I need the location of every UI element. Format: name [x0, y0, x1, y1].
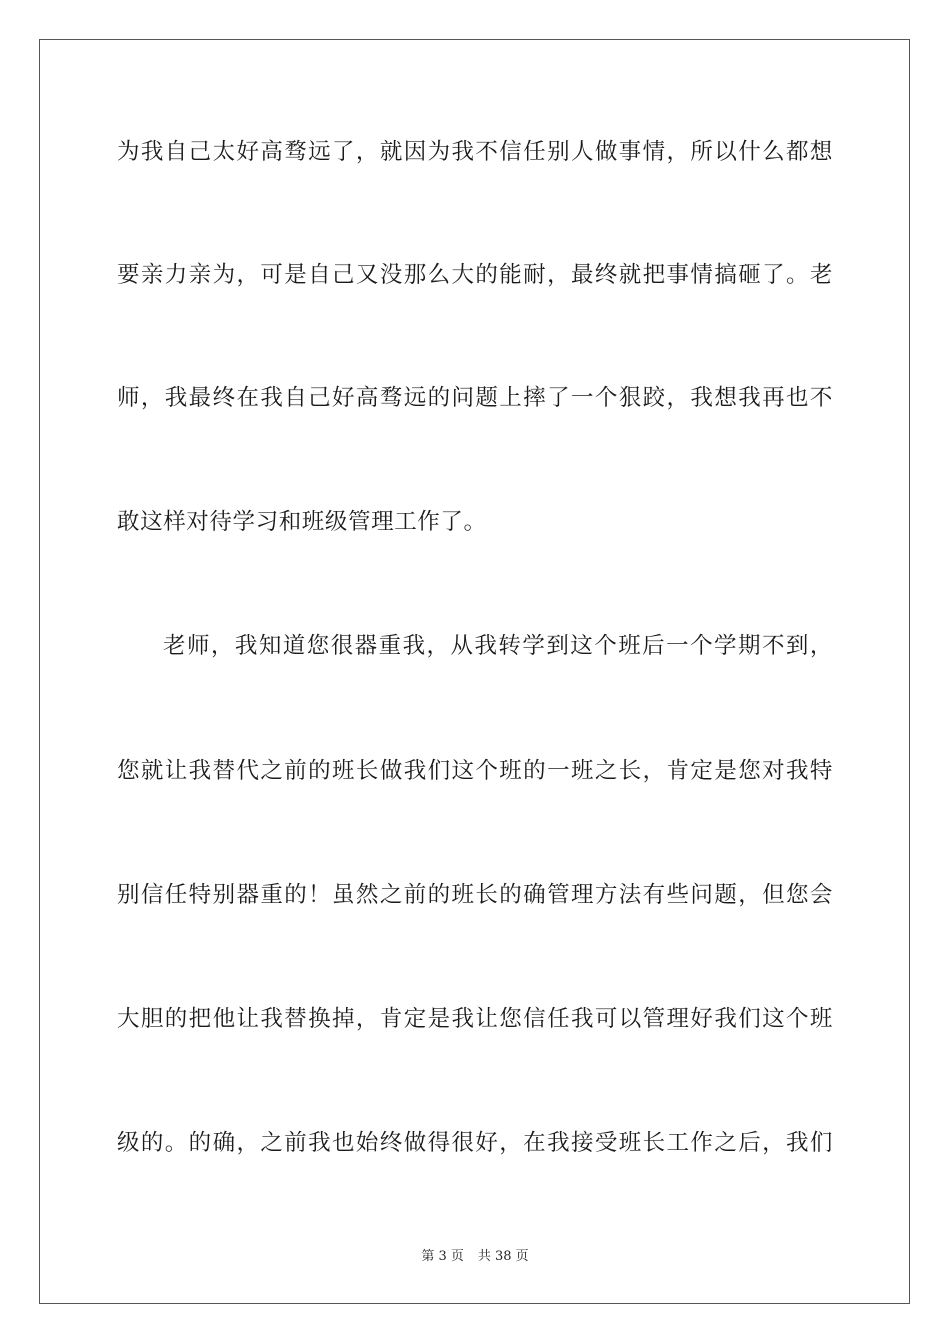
text-line-5: 老师，我知道您很器重我，从我转学到这个班后一个学期不到， [163, 633, 833, 659]
text-line-3: 师，我最终在我自己好高骛远的问题上摔了一个狠跤，我想我再也不 [117, 385, 833, 411]
text-line-4: 敢这样对待学习和班级管理工作了。 [117, 509, 487, 535]
text-line-8: 大胆的把他让我替换掉，肯定是我让您信任我可以管理好我们这个班 [117, 1006, 833, 1032]
page-footer [0, 1248, 950, 1266]
text-line-2: 要亲力亲为，可是自己又没那么大的能耐，最终就把事情搞砸了。老 [117, 262, 833, 288]
total-pages: 共 38 页 [477, 1249, 529, 1264]
page-number: 第 3 页 [421, 1249, 464, 1264]
page-border [39, 39, 910, 1304]
text-line-9: 级的。的确，之前我也始终做得很好，在我接受班长工作之后，我们 [117, 1130, 833, 1156]
text-line-1: 为我自己太好高骛远了，就因为我不信任别人做事情，所以什么都想 [117, 139, 833, 165]
text-line-7: 别信任特别器重的！虽然之前的班长的确管理方法有些问题，但您会 [117, 882, 833, 908]
text-line-6: 您就让我替代之前的班长做我们这个班的一班之长，肯定是您对我特 [117, 758, 833, 784]
